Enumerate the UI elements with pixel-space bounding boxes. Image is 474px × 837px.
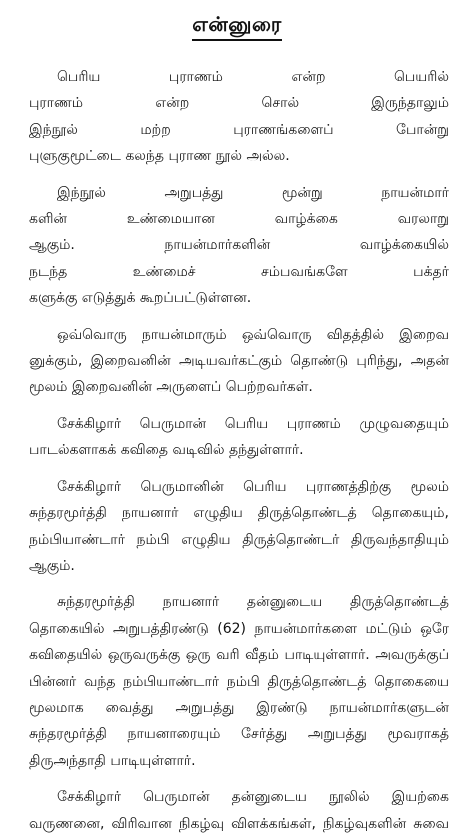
text-line: வருணனை, விரிவான நிகழ்வு விளக்கங்கள், நிகழ்வுகளின் சுவை: [29, 815, 449, 832]
text-line: பெரிய புராணம் என்ற பெயரில்: [57, 69, 449, 85]
text-line: புராணம் என்ற சொல் இருந்தாலும்: [29, 95, 449, 112]
text-line: களுக்கு எடுத்துக் கூறப்பட்டுள்ளன.: [29, 290, 252, 307]
text-line: களின் உண்மையான வாழ்க்கை வரலாறு: [29, 211, 449, 228]
text-line: புளுகுமூட்டை கலந்த புராண நூல் அல்ல.: [29, 148, 290, 165]
paragraph-6: [29, 589, 449, 774]
title-container: [0, 10, 474, 41]
text-line: சேக்கிழார் பெருமானின் பெரிய புராணத்திற்கு மூலம்: [57, 478, 449, 495]
text-line: தொகையில் அறுபத்திரண்டு (62) நாயன்மார்களை மட்டும் ஒரே: [29, 620, 449, 637]
text-line: கவிதையில் ஒருவருக்கு ஒரு வரி வீதம் பாடியுள்ளார். அவருக்குப்: [29, 647, 449, 664]
text-line: இந்நூல் அறுபத்து மூன்று நாயன்மார்: [57, 184, 449, 201]
text-line: ஆகும்.: [29, 557, 75, 574]
text-line: திருஅந்தாதி பாடியுள்ளார்.: [29, 752, 196, 769]
paragraph-3: [29, 322, 449, 401]
text-line: நடந்த உண்மைச் சம்பவங்களே பக்தர்: [29, 263, 449, 280]
text-line: இந்நூல் மற்ற புராணங்களைப் போன்று: [29, 121, 449, 138]
text-line: சேக்கிழார் பெருமான் பெரிய புராணம் முழுவதையும்: [57, 415, 449, 432]
text-line: சுந்தரமூர்த்தி நாயனாரையும் சேர்த்து அறுபத்து மூவராகத்: [29, 726, 449, 743]
text-line: சேக்கிழார் பெருமான் தன்னுடைய நூலில் இயற்கை: [57, 789, 449, 806]
text-line: நம்பியாண்டார் நம்பி எழுதிய திருத்தொண்டர் திருவந்தாதியும்: [29, 531, 449, 548]
text-line: பின்னர் வந்த நம்பியாண்டார் நம்பி திருத்தொண்டத் தொகையை: [29, 673, 449, 690]
text-line: ஆகும். நாயன்மார்களின் வாழ்க்கையில்: [29, 237, 449, 254]
text-line: னுக்கும், இறைவனின் அடியவர்கட்கும் தொண்டு புரிந்து, அதன்: [29, 353, 449, 370]
paragraph-4: [29, 411, 449, 464]
paragraph-1: [29, 64, 449, 170]
text-line: மூலம் இறைவனின் அருளைப் பெற்றவர்கள்.: [29, 379, 313, 396]
text-line: பாடல்களாகக் கவிதை வடிவில் தந்துள்ளார்.: [29, 442, 304, 459]
text-line: மூலமாக வைத்து அறுபத்து இரண்டு நாயன்மார்களுடன்: [29, 699, 449, 716]
text-line: சுந்தரமூர்த்தி நாயனார் எழுதிய திருத்தொண்டத் தொகையும்,: [29, 505, 449, 522]
paragraph-7: [29, 784, 449, 837]
paragraph-2: [29, 180, 449, 312]
page-title: என்னுரை: [192, 10, 281, 41]
text-line: ஒவ்வொரு நாயன்மாரும் ஒவ்வொரு விதத்தில் இறைவ: [57, 326, 449, 343]
body-text: [29, 64, 449, 837]
paragraph-5: [29, 474, 449, 580]
text-line: சுந்தரமூர்த்தி நாயனார் தன்னுடைய திருத்தொண்டத்: [57, 594, 449, 611]
